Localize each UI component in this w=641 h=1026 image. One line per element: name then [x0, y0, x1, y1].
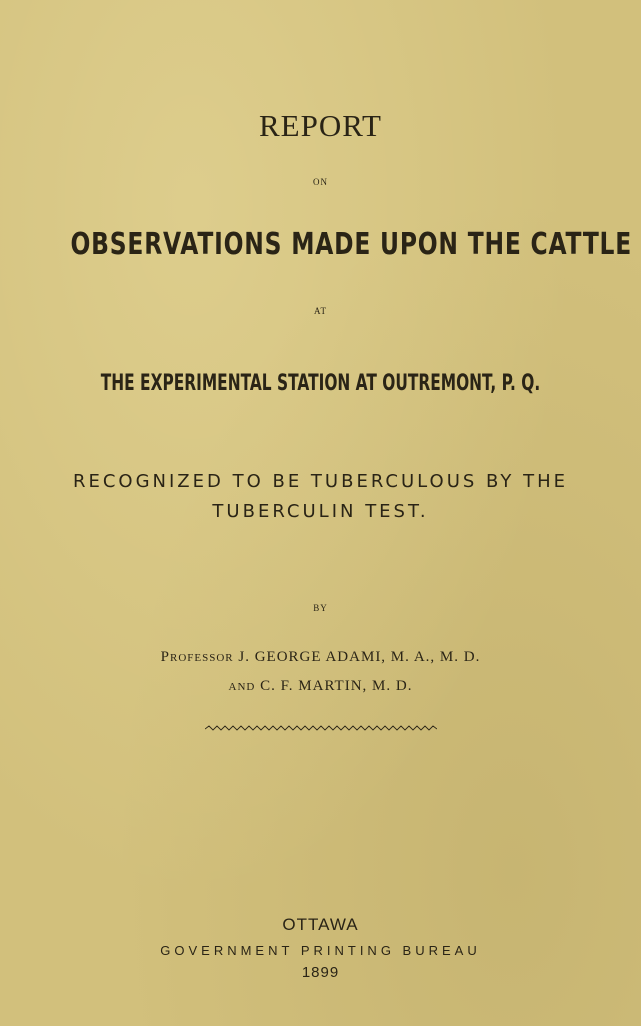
author-1-prefix-initial: P — [160, 649, 170, 665]
author-line-2 — [0, 678, 641, 695]
by-word: BY — [313, 603, 328, 613]
report-title: REPORT — [259, 108, 382, 143]
author-2-name: C. F. MARTIN, M. D. — [260, 678, 413, 694]
subject-line-2: TUBERCULIN TEST. — [212, 501, 429, 522]
station-line: THE EXPERIMENTAL STATION AT OUTREMONT, P. Q. — [100, 371, 541, 396]
publication-year: 1899 — [301, 964, 340, 981]
subject-line-1: RECOGNIZED TO BE TUBERCULOUS BY THE — [72, 471, 569, 492]
publication-city: OTTAWA — [282, 915, 359, 934]
on-word: ON — [313, 177, 328, 187]
author-1-prefix-rest: ROFESSOR — [170, 652, 234, 664]
wavy-rule-path — [205, 726, 437, 730]
wavy-rule-ornament — [205, 725, 437, 733]
author-2-prefix: AND — [228, 681, 256, 693]
main-heading: OBSERVATIONS MADE UPON THE CATTLE — [70, 227, 633, 262]
author-1-name: J. GEORGE ADAMI, M. A., M. D. — [238, 649, 481, 665]
publisher: GOVERNMENT PRINTING BUREAU — [160, 943, 481, 958]
at-word: AT — [314, 306, 327, 316]
author-line-1 — [0, 649, 641, 666]
